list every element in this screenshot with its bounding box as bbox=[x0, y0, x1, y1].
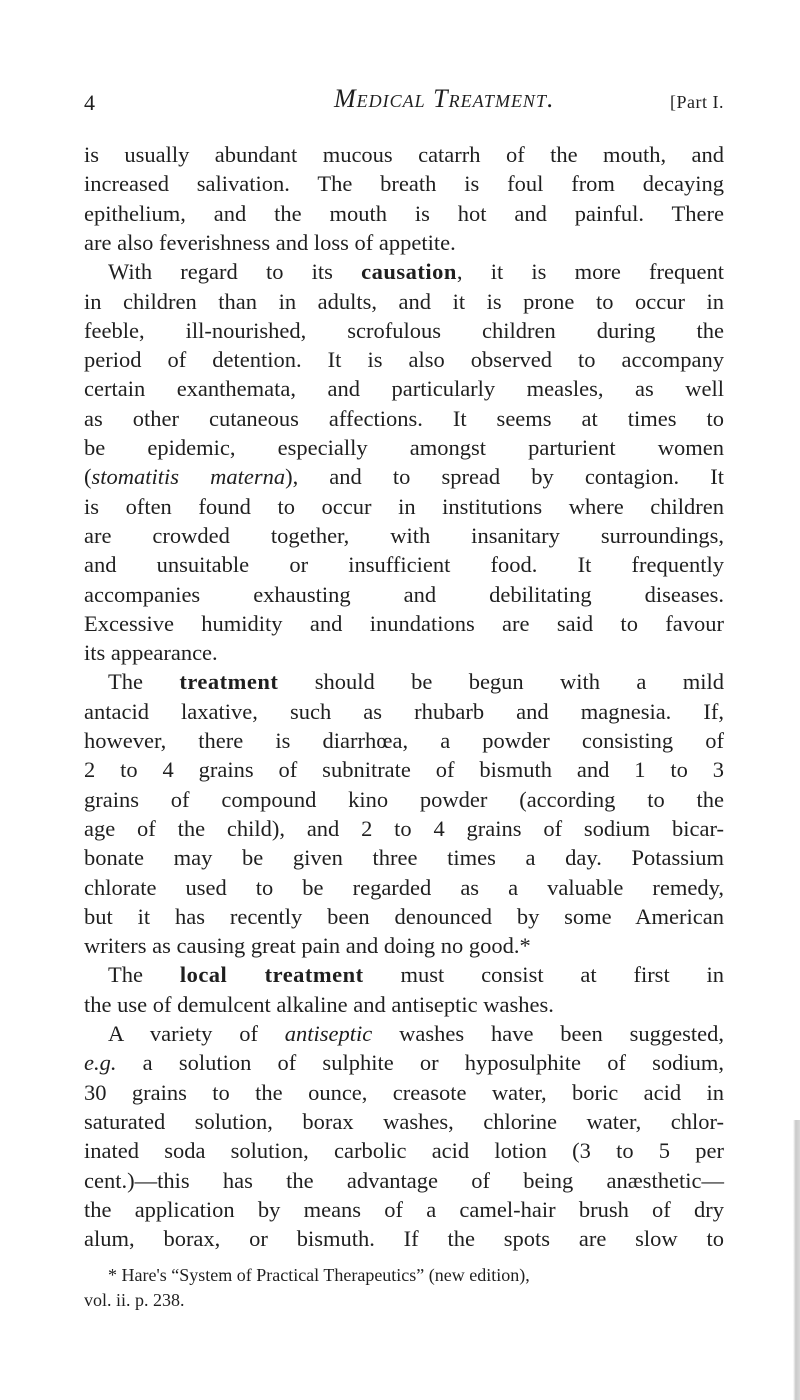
text-line bbox=[84, 1224, 724, 1254]
text-segment: 30 grains to the ounce, creasote water, boric acid in bbox=[84, 1079, 724, 1105]
text-line bbox=[84, 404, 724, 434]
text-segment: With regard to its bbox=[108, 259, 362, 285]
text-line bbox=[84, 902, 724, 932]
text-segment: saturated solution, borax washes, chlorine water, chlor- bbox=[84, 1108, 724, 1134]
text-line bbox=[84, 199, 724, 229]
italic-term: stomatitis materna bbox=[91, 464, 286, 490]
text-line bbox=[84, 345, 724, 375]
page-header bbox=[84, 84, 724, 124]
text-segment: epithelium, and the mouth is hot and painful. There bbox=[84, 200, 724, 226]
bold-term: treatment bbox=[179, 669, 279, 695]
text-line bbox=[84, 433, 724, 463]
text-line bbox=[84, 931, 724, 961]
text-line bbox=[84, 521, 724, 551]
bold-term: local treatment bbox=[179, 962, 364, 988]
text-segment: be epidemic, especially amongst parturient women bbox=[84, 435, 724, 460]
text-segment: certain exanthemata, and particularly measles, as well bbox=[84, 376, 724, 402]
text-segment: 2 to 4 grains of subnitrate of bismuth and 1 to 3 bbox=[84, 757, 724, 783]
text-segment: are also feverishness and loss of appetite. bbox=[84, 229, 456, 255]
text-segment: feeble, ill-nourished, scrofulous children during the bbox=[84, 317, 724, 343]
text-line bbox=[84, 873, 724, 903]
text-line bbox=[84, 755, 724, 785]
text-segment: period of detention. It is also observed to accompany bbox=[84, 347, 724, 373]
text-line bbox=[84, 1166, 724, 1196]
italic-term: antiseptic bbox=[284, 1021, 373, 1046]
text-segment: as other cutaneous affections. It seems at times to bbox=[84, 405, 724, 431]
text-line bbox=[84, 140, 724, 170]
text-line bbox=[84, 990, 724, 1020]
text-line bbox=[84, 1107, 724, 1137]
running-title: Medical Treatment. bbox=[334, 84, 555, 113]
text-segment: , it is more frequent bbox=[456, 259, 724, 285]
text-segment: grains of compound kino powder (according to the bbox=[84, 786, 724, 812]
text-line bbox=[84, 638, 724, 668]
text-line bbox=[108, 1019, 724, 1049]
text-segment: is usually abundant mucous catarrh of the mouth, and bbox=[84, 142, 724, 167]
text-segment: increased salivation. The breath is foul from decaying bbox=[84, 171, 724, 197]
bold-term: causation bbox=[361, 259, 457, 285]
text-line bbox=[84, 785, 724, 815]
text-segment: the use of demulcent alkaline and antiseptic washes. bbox=[84, 991, 554, 1017]
text-segment: cent.)—this has the advantage of being anæsthetic— bbox=[84, 1167, 724, 1193]
text-segment: and unsuitable or insufficient food. It frequently bbox=[84, 552, 724, 578]
text-segment: however, there is diarrhœa, a powder consisting of bbox=[84, 728, 724, 753]
text-line bbox=[108, 960, 724, 990]
text-segment: should be begun with a mild bbox=[278, 669, 724, 695]
text-segment: a solution of sulphite or hyposulphite of sodium, bbox=[116, 1050, 724, 1076]
text-line bbox=[84, 814, 724, 844]
text-line bbox=[108, 257, 724, 287]
text-line bbox=[84, 492, 724, 522]
text-segment: Excessive humidity and inundations are said to favour bbox=[84, 610, 724, 636]
text-line bbox=[84, 169, 724, 199]
text-segment: The bbox=[108, 669, 180, 695]
text-line bbox=[84, 843, 724, 873]
text-line bbox=[84, 609, 724, 639]
text-segment: but it has recently been denounced by some American bbox=[84, 903, 724, 929]
text-line bbox=[84, 316, 724, 346]
text-segment: are crowded together, with insanitary surroundings, bbox=[84, 522, 724, 548]
text-line bbox=[84, 1048, 724, 1078]
text-line bbox=[84, 228, 724, 258]
text-segment: is often found to occur in institutions where children bbox=[84, 493, 724, 519]
text-segment: antacid laxative, such as rhubarb and magnesia. If, bbox=[84, 698, 724, 724]
text-segment: writers as causing great pain and doing no good.* bbox=[84, 933, 531, 959]
text-segment: The bbox=[108, 962, 180, 988]
text-segment: age of the child), and 2 to 4 grains of sodium bicar- bbox=[84, 815, 724, 841]
text-segment: washes have been suggested, bbox=[372, 1021, 725, 1046]
text-line bbox=[84, 374, 724, 404]
text-line bbox=[84, 550, 724, 580]
italic-term: e.g. bbox=[84, 1050, 117, 1076]
page-edge-shadow bbox=[793, 1120, 800, 1400]
text-segment: bonate may be given three times a day. Potassium bbox=[84, 845, 724, 871]
text-line bbox=[84, 1136, 724, 1166]
text-segment: ), and to spread by contagion. It bbox=[285, 464, 724, 490]
text-line bbox=[84, 726, 724, 756]
footnote-line: vol. ii. p. 238. bbox=[84, 1290, 185, 1310]
text-line bbox=[84, 697, 724, 727]
text-line bbox=[84, 287, 724, 317]
page-number: 4 bbox=[84, 90, 95, 115]
footnote-line: * Hare's “System of Practical Therapeutics” (new edition), bbox=[108, 1265, 530, 1285]
text-line bbox=[84, 1078, 724, 1108]
text-segment: its appearance. bbox=[84, 640, 218, 666]
part-label: [Part I. bbox=[670, 92, 724, 112]
text-segment: chlorate used to be regarded as a valuable remedy, bbox=[84, 874, 724, 900]
text-segment: inated soda solution, carbolic acid lotion (3 to 5 per bbox=[84, 1138, 724, 1164]
text-segment: the application by means of a camel-hair brush of dry bbox=[84, 1196, 724, 1222]
text-segment: A variety of bbox=[108, 1021, 285, 1046]
text-segment: accompanies exhausting and debilitating diseases. bbox=[84, 581, 724, 607]
text-line bbox=[108, 667, 724, 697]
text-segment: in children than in adults, and it is prone to occur in bbox=[84, 288, 724, 314]
text-segment: must consist at first in bbox=[363, 962, 725, 988]
text-segment: alum, borax, or bismuth. If the spots are slow to bbox=[84, 1226, 724, 1252]
text-segment: ( bbox=[84, 464, 92, 490]
text-line bbox=[84, 580, 724, 610]
text-line bbox=[84, 1195, 724, 1225]
text-line bbox=[84, 462, 724, 492]
